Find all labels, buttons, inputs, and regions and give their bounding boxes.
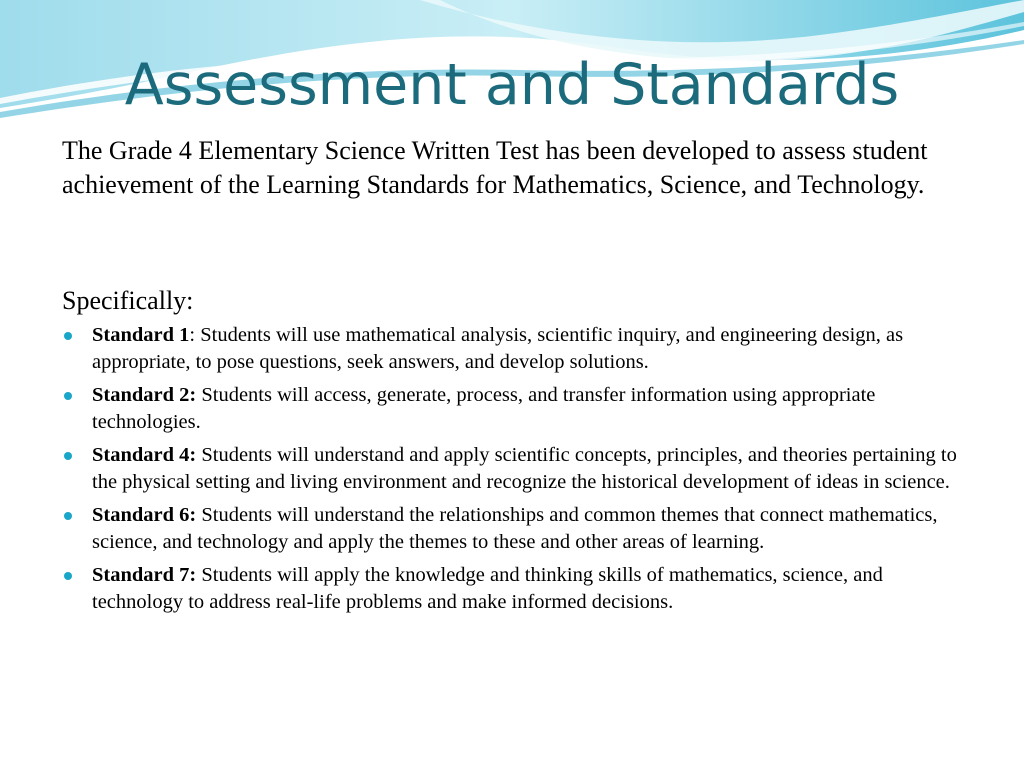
bullet-icon [64,512,72,520]
slide-title: Assessment and Standards [124,52,900,118]
standard-text: Students will access, generate, process, and transfer information using appropriate technologies. [92,384,876,433]
standard-item [0,382,962,436]
standard-label: Standard 1 [92,324,190,346]
standard-item [0,502,962,556]
standard-text: Students will apply the knowledge and thinking skills of mathematics, science, and technology to address real-life problems and make informed decisions. [92,564,883,613]
standard-text: Students will understand the relationships and common themes that connect mathematics, science, and technology and apply the themes to these and other areas of learning. [92,504,938,553]
standard-item [0,562,962,616]
bullet-icon [64,452,72,460]
intro-paragraph: The Grade 4 Elementary Science Written Test has been developed to assess student achievement of the Learning Standards for Mathematics, Science, and Technology. [62,136,928,199]
standard-label: Standard 6: [92,504,197,526]
bullet-icon [64,332,72,340]
subheading: Specifically: [62,286,194,315]
standard-text: : Students will use mathematical analysis, scientific inquiry, and engineering design, as appropriate, to pose questions, seek answers, and develop solutions. [92,324,904,373]
standards-list [0,322,1024,622]
bullet-icon [64,572,72,580]
standard-label: Standard 4: [92,444,197,466]
bullet-icon [64,392,72,400]
standard-item [0,322,962,376]
standard-item [0,442,962,496]
standard-text: Students will understand and apply scientific concepts, principles, and theories pertaining to the physical setting and living environment and recognize the historical development of ideas in science. [92,444,957,493]
standard-label: Standard 7: [92,564,197,586]
standard-label: Standard 2: [92,384,197,406]
